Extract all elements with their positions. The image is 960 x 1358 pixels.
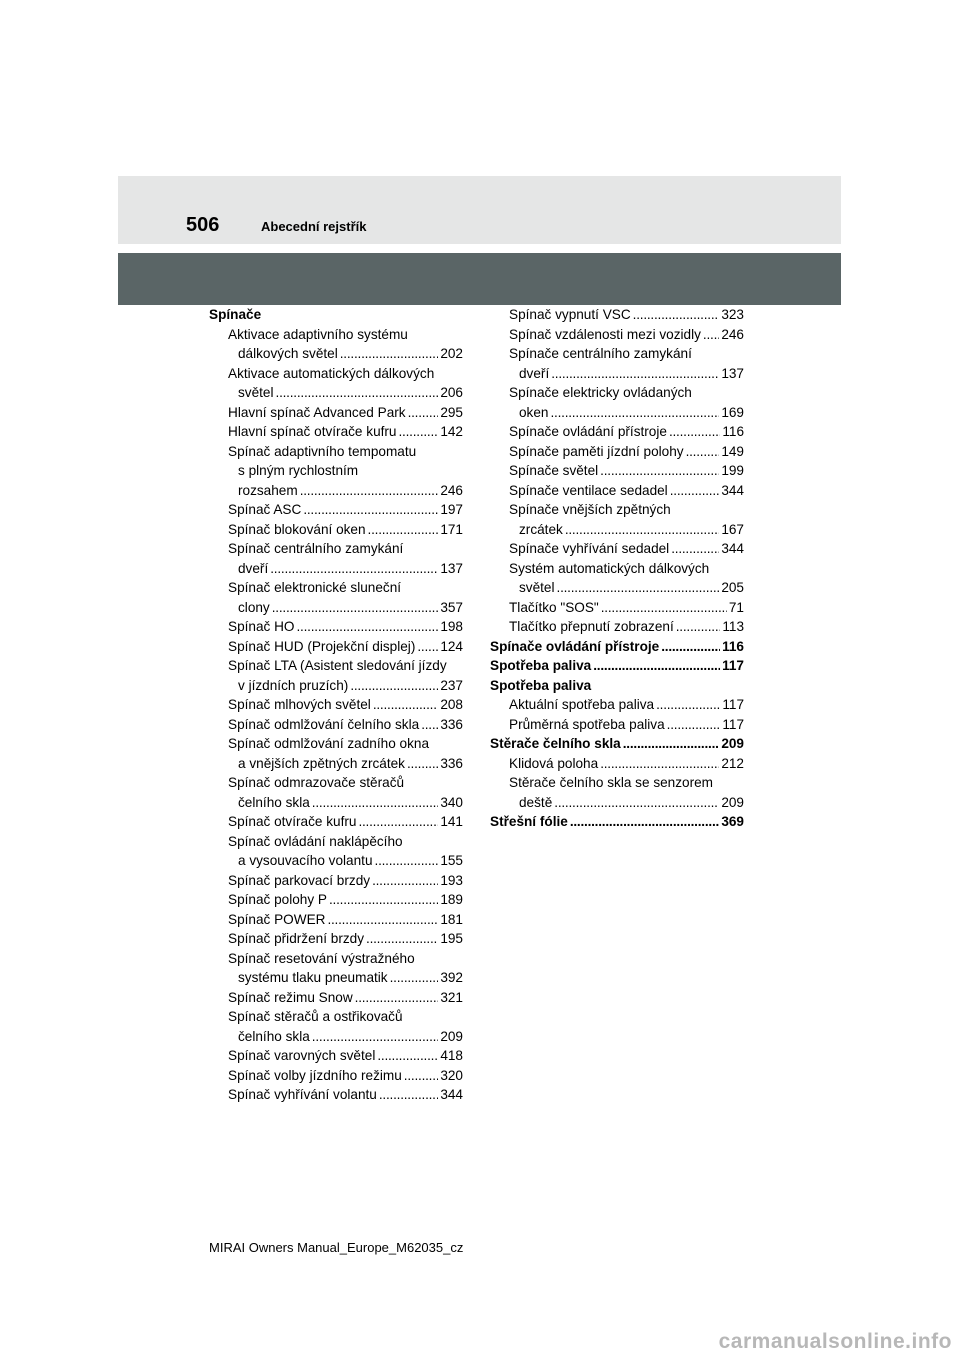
index-entry xyxy=(490,754,744,774)
index-column-left xyxy=(209,305,463,1105)
dot-leader xyxy=(312,793,439,813)
index-entry xyxy=(209,578,463,617)
index-entry-text: Spínač režimu Snow xyxy=(228,989,353,1005)
index-page-number: 295 xyxy=(440,404,463,420)
index-page-number: 344 xyxy=(721,482,744,498)
index-page-number: 246 xyxy=(440,482,463,498)
index-entry-text: s plným rychlostním xyxy=(238,463,359,478)
index-entry-text: Spínač odmlžování čelního skla xyxy=(228,716,420,732)
index-entry-text: Spínače světel xyxy=(509,463,599,478)
dot-leader xyxy=(421,715,438,735)
index-entry-text: Spínač HO xyxy=(228,619,295,634)
index-page-number: 205 xyxy=(721,580,744,595)
index-page-number: 202 xyxy=(440,346,463,361)
dot-leader xyxy=(623,734,720,754)
index-page-number: 181 xyxy=(440,911,463,927)
index-entry-text: Spínače ventilace sedadel xyxy=(509,482,668,498)
dot-leader xyxy=(417,637,438,657)
header-band xyxy=(118,176,841,244)
index-entry-text: Spínače vnějších zpětných xyxy=(509,502,671,517)
dot-leader xyxy=(372,871,438,891)
dot-leader xyxy=(656,695,720,715)
index-page-number: 209 xyxy=(440,1028,463,1044)
index-entry-text: světel xyxy=(519,580,555,595)
index-entry xyxy=(209,832,463,871)
watermark: carmanualsonline.info xyxy=(718,1330,952,1353)
index-page-number: 141 xyxy=(440,814,463,829)
page-number: 506 xyxy=(186,214,220,236)
section-tab-band xyxy=(118,253,841,305)
index-page-number: 340 xyxy=(440,794,463,810)
dot-leader xyxy=(329,890,438,910)
index-entry-text: dveří xyxy=(519,365,550,381)
section-title: Abecední rejstřík xyxy=(261,219,367,234)
index-entry-text: a vnějších zpětných zrcátek xyxy=(238,755,405,771)
index-entry xyxy=(490,598,744,618)
index-entry xyxy=(209,734,463,773)
index-entry xyxy=(209,949,463,988)
dot-leader xyxy=(565,520,719,540)
index-entry-text: Aktivace automatických dálkových xyxy=(228,365,435,381)
dot-leader xyxy=(600,461,719,481)
index-entry-text: Spínač odmrazovače stěračů xyxy=(228,775,405,790)
index-page-number: 336 xyxy=(440,716,463,732)
index-entry-text: Spínač centrálního zamykání xyxy=(228,541,404,556)
index-entry-text: Spínač adaptivního tempomatu xyxy=(228,443,417,459)
dot-leader xyxy=(593,656,720,676)
index-page-number: 199 xyxy=(721,463,744,478)
index-entry xyxy=(490,344,744,383)
index-entry xyxy=(209,520,463,540)
index-entry-text: Spínače xyxy=(209,307,262,322)
dot-leader xyxy=(676,617,721,637)
dot-leader xyxy=(670,481,720,501)
index-entry-text: Klidová poloha xyxy=(509,755,599,771)
index-page-number: 167 xyxy=(721,521,744,537)
index-entry xyxy=(490,325,744,345)
index-entry-text: světel xyxy=(238,385,274,400)
index-entry-text: Spotřeba paliva xyxy=(490,677,592,693)
index-entry-text: Spínače ovládání přístroje xyxy=(490,638,660,654)
index-entry-text: Spínač POWER xyxy=(228,911,326,927)
index-heading-entry xyxy=(490,812,744,832)
dot-leader xyxy=(554,793,719,813)
footer-text: MIRAI Owners Manual_Europe_M62035_cz xyxy=(209,1240,464,1255)
index-page-number: 155 xyxy=(440,853,463,868)
dot-leader xyxy=(366,929,438,949)
index-entry xyxy=(209,812,463,832)
index-entry xyxy=(209,1066,463,1086)
index-page-number: 189 xyxy=(440,892,463,907)
index-entry-text: Spínač přidržení brzdy xyxy=(228,931,365,946)
index-page-number: 246 xyxy=(721,326,744,342)
dot-leader xyxy=(355,988,439,1008)
index-entry-text: Spínače vyhřívání sedadel xyxy=(509,541,670,556)
index-entry-text: zrcátek xyxy=(519,521,563,537)
index-heading-entry xyxy=(490,734,744,754)
index-entry xyxy=(490,422,744,442)
index-page-number: 124 xyxy=(440,638,463,654)
dot-leader xyxy=(404,1066,439,1086)
dot-leader xyxy=(669,422,720,442)
index-page-number: 113 xyxy=(722,619,744,634)
index-entry xyxy=(490,559,744,598)
index-entry-text: Střešní fólie xyxy=(490,814,568,829)
index-page-number: 149 xyxy=(721,443,744,459)
index-column-right xyxy=(490,305,744,832)
index-entry-text: čelního skla xyxy=(238,794,310,810)
index-entry xyxy=(490,539,744,559)
index-entry-text: Spínač odmlžování zadního okna xyxy=(228,736,430,751)
index-entry-text: Spínač elektronické sluneční xyxy=(228,580,402,595)
index-entry xyxy=(209,1085,463,1105)
dot-leader xyxy=(375,851,439,871)
index-page-number: 137 xyxy=(721,365,744,381)
index-entry-text: Spínač volby jízdního režimu xyxy=(228,1067,402,1083)
index-entry xyxy=(209,1007,463,1046)
index-heading-entry xyxy=(490,656,744,676)
dot-leader xyxy=(703,325,719,345)
index-page-number: 212 xyxy=(721,755,744,771)
dot-leader xyxy=(661,637,720,657)
index-entry-text: Spínač LTA (Asistent sledování jízdy xyxy=(228,658,447,673)
index-page-number: 171 xyxy=(440,521,463,537)
index-entry-text: Aktivace adaptivního systému xyxy=(228,326,408,342)
index-entry xyxy=(209,617,463,637)
dot-leader xyxy=(340,344,439,364)
index-page-number: 344 xyxy=(440,1087,463,1102)
dot-leader xyxy=(272,598,439,618)
index-entry xyxy=(490,481,744,501)
index-entry xyxy=(490,773,744,812)
dot-leader xyxy=(408,403,439,423)
dot-leader xyxy=(368,520,439,540)
dot-leader xyxy=(379,1085,438,1105)
dot-leader xyxy=(312,1027,439,1047)
dot-leader xyxy=(350,676,438,696)
index-entry-text: Spínače paměti jízdní polohy xyxy=(509,443,684,459)
index-entry-text: Spínač vyhřívání volantu xyxy=(228,1087,377,1102)
index-entry-text: Systém automatických dálkových xyxy=(509,560,710,576)
index-page-number: 418 xyxy=(440,1048,463,1063)
index-entry xyxy=(209,637,463,657)
index-page-number: 208 xyxy=(440,697,463,712)
index-page-number: 392 xyxy=(440,970,463,985)
index-entry-text: Spínač ovládání naklápěcího xyxy=(228,833,403,849)
index-entry-text: oken xyxy=(519,404,549,420)
index-page-number: 116 xyxy=(722,424,744,439)
index-entry-text: Spínač blokování oken xyxy=(228,521,366,537)
index-entry xyxy=(209,500,463,520)
dot-leader xyxy=(550,403,719,423)
index-entry xyxy=(490,500,744,539)
index-entry-text: Spínač vypnutí VSC xyxy=(509,307,631,322)
index-page-number: 197 xyxy=(440,502,463,517)
dot-leader xyxy=(327,910,438,930)
dot-leader xyxy=(297,617,439,637)
index-page-number: 137 xyxy=(440,560,463,576)
index-page-number: 193 xyxy=(440,872,463,888)
dot-leader xyxy=(600,754,719,774)
index-entry xyxy=(209,773,463,812)
index-entry-text: Spínač mlhových světel xyxy=(228,697,371,712)
index-entry xyxy=(490,715,744,735)
dot-leader xyxy=(633,305,720,325)
dot-leader xyxy=(407,754,438,774)
index-page-number: 116 xyxy=(722,638,744,654)
index-entry-text: Spínač polohy P xyxy=(228,892,327,907)
index-entry xyxy=(209,988,463,1008)
index-page-number: 357 xyxy=(440,599,463,615)
index-page-number: 323 xyxy=(721,307,744,322)
index-heading-entry xyxy=(490,676,744,696)
index-page-number: 209 xyxy=(721,794,744,810)
index-entry xyxy=(490,442,744,462)
index-entry xyxy=(490,305,744,325)
index-page-number: 344 xyxy=(721,541,744,556)
index-page-number: 117 xyxy=(722,658,744,673)
dot-leader xyxy=(570,812,720,832)
index-heading-entry xyxy=(209,305,463,325)
index-page-number: 209 xyxy=(721,736,744,751)
index-entry xyxy=(209,1046,463,1066)
index-entry-text: v jízdních pruzích) xyxy=(238,677,349,693)
dot-leader xyxy=(551,364,719,384)
index-entry-text: a vysouvacího volantu xyxy=(238,853,373,868)
dot-leader xyxy=(377,1046,438,1066)
index-page-number: 195 xyxy=(440,931,463,946)
index-entry-text: deště xyxy=(519,794,553,810)
index-page-number: 117 xyxy=(722,716,744,732)
index-entry-text: Spínač resetování výstražného xyxy=(228,950,415,966)
index-page-number: 206 xyxy=(440,385,463,400)
index-entry-text: Spínač vzdálenosti mezi vozidly xyxy=(509,326,701,342)
index-entry-text: Aktuální spotřeba paliva xyxy=(509,697,655,712)
dot-leader xyxy=(358,812,438,832)
dot-leader xyxy=(671,539,719,559)
dot-leader xyxy=(557,578,720,598)
index-entry xyxy=(209,403,463,423)
index-page-number: 237 xyxy=(440,677,463,693)
index-page-number: 336 xyxy=(440,755,463,771)
index-entry xyxy=(490,617,744,637)
index-entry xyxy=(209,422,463,442)
dot-leader xyxy=(270,559,438,579)
dot-leader xyxy=(667,715,721,735)
index-entry-text: systému tlaku pneumatik xyxy=(238,970,388,985)
index-entry-text: Průměrná spotřeba paliva xyxy=(509,716,665,732)
index-entry xyxy=(209,656,463,695)
index-entry xyxy=(209,890,463,910)
index-entry-text: Spínače ovládání přístroje xyxy=(509,424,667,439)
index-page-number: 369 xyxy=(721,814,744,829)
index-entry-text: Spínač otvírače kufru xyxy=(228,814,357,829)
index-entry-text: čelního skla xyxy=(238,1028,310,1044)
index-heading-entry xyxy=(490,637,744,657)
index-entry xyxy=(209,539,463,578)
index-entry-text: Spínač varovných světel xyxy=(228,1048,376,1063)
index-entry-text: Spotřeba paliva xyxy=(490,658,592,673)
index-entry-text: dálkových světel xyxy=(238,346,338,361)
index-entry xyxy=(209,929,463,949)
index-page-number: 169 xyxy=(721,404,744,420)
dot-leader xyxy=(390,968,439,988)
index-entry-text: Spínač ASC xyxy=(228,502,302,517)
index-entry xyxy=(209,442,463,501)
index-entry xyxy=(209,871,463,891)
index-page-number: 320 xyxy=(440,1067,463,1083)
dot-leader xyxy=(303,500,438,520)
index-entry-text: Spínač parkovací brzdy xyxy=(228,872,371,888)
index-entry xyxy=(209,715,463,735)
index-entry-text: dveří xyxy=(238,560,269,576)
index-entry xyxy=(209,364,463,403)
index-page-number: 321 xyxy=(440,989,463,1005)
dot-leader xyxy=(399,422,439,442)
index-entry xyxy=(209,695,463,715)
index-entry-text: Spínače centrálního zamykání xyxy=(509,346,692,361)
index-page-number: 142 xyxy=(440,424,463,439)
index-entry xyxy=(490,461,744,481)
index-entry-text: Stěrače čelního skla xyxy=(490,736,621,751)
index-entry-text: Spínač stěračů a ostřikovačů xyxy=(228,1009,403,1024)
dot-leader xyxy=(276,383,439,403)
index-entry xyxy=(209,910,463,930)
index-entry xyxy=(490,695,744,715)
index-entry xyxy=(209,325,463,364)
index-entry-text: Tlačítko "SOS" xyxy=(509,599,599,615)
dot-leader xyxy=(601,598,727,618)
index-entry-text: Hlavní spínač Advanced Park xyxy=(228,404,406,420)
index-page-number: 71 xyxy=(728,599,744,615)
index-entry-text: Hlavní spínač otvírače kufru xyxy=(228,424,397,439)
index-entry xyxy=(490,383,744,422)
index-entry-text: Stěrače čelního skla se senzorem xyxy=(509,775,714,790)
index-page-number: 117 xyxy=(722,697,744,712)
index-entry-text: Spínač HUD (Projekční displej) xyxy=(228,638,416,654)
dot-leader xyxy=(300,481,439,501)
dot-leader xyxy=(686,442,720,462)
index-entry-text: Spínače elektricky ovládaných xyxy=(509,385,692,400)
index-entry-text: Tlačítko přepnutí zobrazení xyxy=(509,619,674,634)
index-entry-text: clony xyxy=(238,599,270,615)
dot-leader xyxy=(373,695,439,715)
index-page-number: 198 xyxy=(440,619,463,634)
index-entry-text: rozsahem xyxy=(238,482,298,498)
